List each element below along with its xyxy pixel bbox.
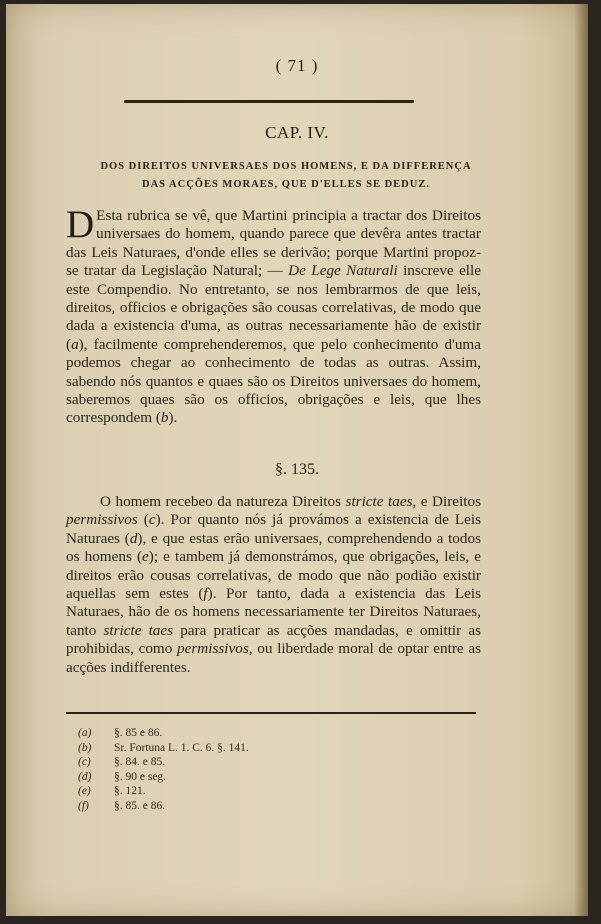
footnote-rule [66,712,476,714]
chapter-subtitle-line2: DAS ACÇÕES MORAES, QUE D'ELLES SE DEDUZ. [142,179,430,190]
note-ref-b: b [160,409,169,427]
p2-text-5: ), e que estas erão universaes, comprehendendo a todos os homens ( [66,529,482,566]
p2-italic-3: stricte taes [103,621,174,639]
p2-text-1: O homem recebeo da natureza Direitos [100,493,346,510]
note-ref-a: a [71,335,79,353]
book-page [6,4,588,916]
drop-cap: D [66,203,95,246]
footnotes [78,726,378,814]
p2-italic-4: permissivos [177,640,249,658]
footnote-text: §. 85. e 86. [114,799,166,812]
footnote-item [78,741,378,756]
p2-text-4: ). Por quanto nós já provámos a existencia de Leis Naturaes ( [66,511,482,547]
footnote-item [78,770,378,785]
footnote-item [78,755,378,770]
note-ref-c: c [148,511,156,529]
footnote-item [78,726,378,741]
note-ref-e: e [142,548,149,566]
paragraph-intro-text-a: Esta rubrica se vê, que Martini principia a tractar dos Direitos universaes do homem, quando parece que devêra antes tractar das Leis Naturaes, d'onde elles se derivão; porque Martini propoz-se tratar da Legislação Natural; — [66,207,481,280]
paragraph-intro-italic-title: De Lege Naturali [288,262,398,280]
footnote-mark: (f) [78,799,89,812]
p2-italic-1: stricte taes [345,493,413,510]
footnote-mark: (a) [78,727,92,739]
chapter-title: CAP. IV. [265,123,329,142]
note-ref-f: f [203,585,208,603]
footnote-item [78,784,378,799]
p2-text-9: , ou liberdade moral de optar entre as acções indifferentes. [66,640,481,676]
paragraph-intro-text-d: ). [168,409,178,427]
p2-text-3: ( [137,511,149,529]
paragraph-intro-text-b: inscreve elle este Compendio. No entretanto, se nos lembrarmos de que leis, direitos, officios e obrigações são cousas correlativas, de modo que dada a existencia d'uma, as outras necessariamente hão de existir ( [66,262,481,353]
paragraph-section-135 [66,493,481,677]
paragraph-intro [66,203,481,428]
footnote-text: §. 85 e 86. [114,727,163,739]
paragraph-intro-text-c: ), facilmente comprehenderemos, que pelo conhecimento d'uma podemos chegar ao conhecimento de todas as outras. Assim, sabendo nós quantos e quaes são os Direitos universaes do homem, saberemos quaes são os officios, obrigações e leis, que lhes correspondem ( [66,335,481,427]
page-number: ( 71 ) [275,56,319,75]
footnote-text: §. 121. [114,785,146,798]
header-rule [124,100,414,103]
footnote-text: §. 90 e seg. [114,770,167,783]
p2-italic-2: permissivos [66,511,138,529]
footnote-mark: (d) [78,770,92,783]
section-heading: §. 135. [275,461,319,478]
footnote-mark: (b) [78,741,92,754]
footnote-mark: (c) [78,756,91,769]
p2-text-6: ); e tambem já demonstrámos, que obrigações, leis, e direitos erão cousas correlativas, de modo que não podião existir aquellas sem estes ( [66,548,481,603]
p2-text-7: ). Por tanto, dada a existencia das Leis Naturaes, hão de os homens necessariamente ter Direitos Naturaes, tanto [66,585,481,639]
footnote-text: §. 84. e 85. [114,756,166,769]
footnote-text: Sr. Fortuna L. 1. C. 6. §. 141. [114,741,249,754]
footnote-mark: (e) [78,785,91,798]
chapter-subtitle-line1: DOS DIREITOS UNIVERSAES DOS HOMENS, E DA DIFFERENÇA [100,161,472,172]
p2-text-8: para praticar as acções mandadas, e omittir as prohibidas, como [66,621,481,658]
p2-text-2: , e Direitos [412,493,481,510]
note-ref-d: d [129,529,138,547]
footnote-item [78,799,378,814]
